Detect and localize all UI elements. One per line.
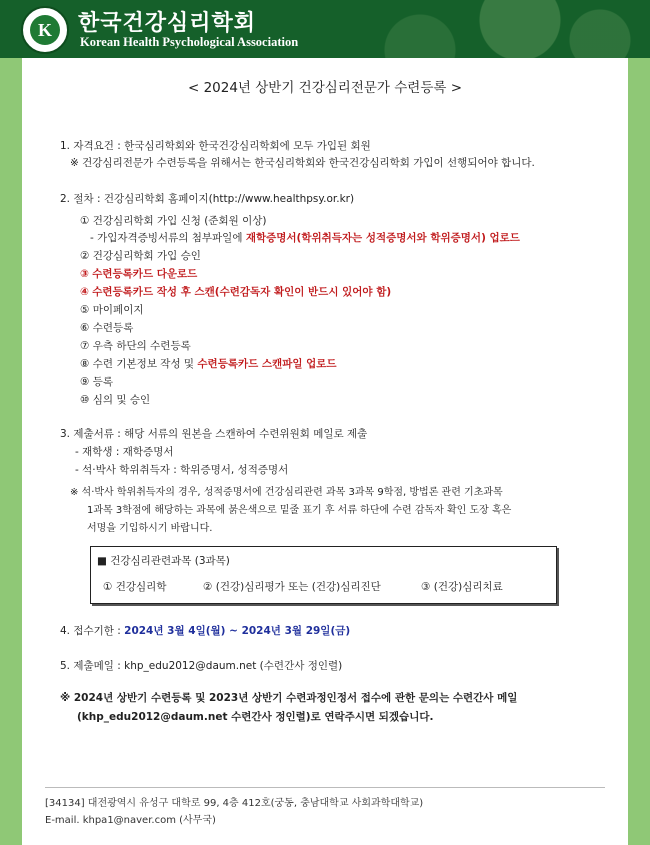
step-number: ④	[80, 286, 89, 298]
footer-email: E-mail. khpa1@naver.com (사무국)	[45, 815, 216, 826]
step-text: 심의 및 승인	[92, 394, 151, 406]
section2-heading: 2. 절차 : 건강심리학회 홈페이지(http://www.healthpsy.or.kr)	[60, 193, 355, 205]
step-7	[80, 338, 191, 354]
step-number: ③	[80, 268, 89, 280]
document-title: < 2024년 상반기 건강심리전문가 수련등록 >	[187, 80, 463, 96]
step-sub-highlight: 재학증명서(학위취득자는 성적증명서와 학위증명서) 업로드	[245, 232, 520, 244]
step-3	[80, 266, 197, 282]
inquiry-line: ※ 2024년 상반기 수련등록 및 2023년 상반기 수련과정인정서 접수에 관한 문의는 수련간사 메일	[60, 692, 518, 704]
step-10	[80, 392, 150, 408]
step-text: 수련등록카드 작성 후 스캔(수련감독자 확인이 반드시 있어야 함)	[92, 286, 392, 298]
step-text: 건강심리학회 가입 승인	[92, 250, 201, 262]
section1-note: ※ 건강심리전문가 수련등록을 위해서는 한국심리학회와 한국건강심리학회 가입이 선행되어야 합니다.	[70, 157, 535, 169]
section3-note-line: 서명을 기입하시기 바랍니다.	[87, 523, 213, 534]
step-text: 등록	[92, 376, 114, 388]
step-number: ②	[80, 250, 90, 262]
step-text: 수련 기본정보 작성 및	[92, 358, 198, 370]
step-number: ⑨	[80, 376, 90, 388]
step-8	[80, 356, 337, 372]
step-4	[80, 284, 391, 300]
required-doc-item: - 석·박사 학위취득자 : 학위증명서, 성적증명서	[75, 464, 289, 476]
step-number: ⑩	[80, 394, 90, 406]
org-name-english: Korean Health Psychological Association	[80, 35, 299, 49]
related-subject: ① 건강심리학	[103, 581, 167, 593]
step-1-sub	[90, 230, 520, 246]
inquiry-line: (khp_edu2012@daum.net 수련간사 정인렬)로 연락주시면 되겠습니다.	[77, 711, 434, 723]
required-doc-item: - 재학생 : 재학증명서	[75, 446, 174, 458]
step-text: 수련등록	[92, 322, 134, 334]
step-text: 건강심리학회 가입 신청 (준회원 이상)	[92, 215, 267, 227]
section1-heading: 1. 자격요건 : 한국심리학회와 한국건강심리학회에 모두 가입된 회원	[60, 140, 371, 152]
logo	[21, 6, 69, 54]
related-subjects-title: ■ 건강심리관련과목 (3과목)	[97, 555, 230, 567]
step-number: ①	[80, 215, 90, 227]
step-5	[80, 302, 143, 318]
section4	[60, 623, 350, 639]
step-number: ⑤	[80, 304, 90, 316]
logo-mark-icon: K	[30, 15, 60, 45]
deadline-period: 2024년 3월 4일(월) ~ 2024년 3월 29일(금)	[124, 625, 351, 637]
step-text: 우측 하단의 수련등록	[92, 340, 191, 352]
notice-document	[45, 58, 605, 810]
section3-note-line: ※ 석·박사 학위취득자의 경우, 성적증명서에 건강심리관련 과목 3과목 9학점, 방법론 관련 기초과목	[70, 487, 503, 498]
step-number: ⑦	[80, 340, 90, 352]
step-text: 수련등록카드 다운로드	[92, 268, 198, 280]
step-sub-text: - 가입자격증빙서류의 첨부파일에	[90, 232, 246, 244]
submission-email: 5. 제출메일 : khp_edu2012@daum.net (수련간사 정인렬)	[60, 660, 343, 672]
step-6	[80, 320, 133, 336]
related-subject: ② (건강)심리평가 또는 (건강)심리진단	[203, 581, 381, 593]
step-9	[80, 374, 113, 390]
step-number: ⑥	[80, 322, 90, 334]
header-banner	[0, 0, 650, 58]
footer-address: [34134] 대전광역시 유성구 대학로 99, 4층 412호(궁동, 충남대학교 사회과학대학교)	[45, 798, 424, 809]
section3-heading: 3. 제출서류 : 해당 서류의 원본을 스캔하여 수련위원회 메일로 제출	[60, 428, 368, 440]
step-1	[80, 213, 266, 229]
step-2	[80, 248, 201, 264]
deadline-label: 4. 접수기한 :	[60, 625, 125, 637]
related-subjects-box	[90, 546, 557, 604]
footer	[45, 795, 605, 829]
footer-divider	[45, 787, 605, 788]
related-subject: ③ (건강)심리치료	[421, 581, 503, 593]
section3-note-line: 1과목 3학점에 해당하는 과목에 붉은색으로 밑줄 표기 후 서류 하단에 수련 감독자 확인 도장 혹은	[87, 505, 512, 516]
step-highlight: 수련등록카드 스캔파일 업로드	[197, 358, 337, 370]
step-number: ⑧	[80, 358, 90, 370]
step-text: 마이페이지	[92, 304, 144, 316]
org-name-korean: 한국건강심리학회	[78, 11, 257, 36]
